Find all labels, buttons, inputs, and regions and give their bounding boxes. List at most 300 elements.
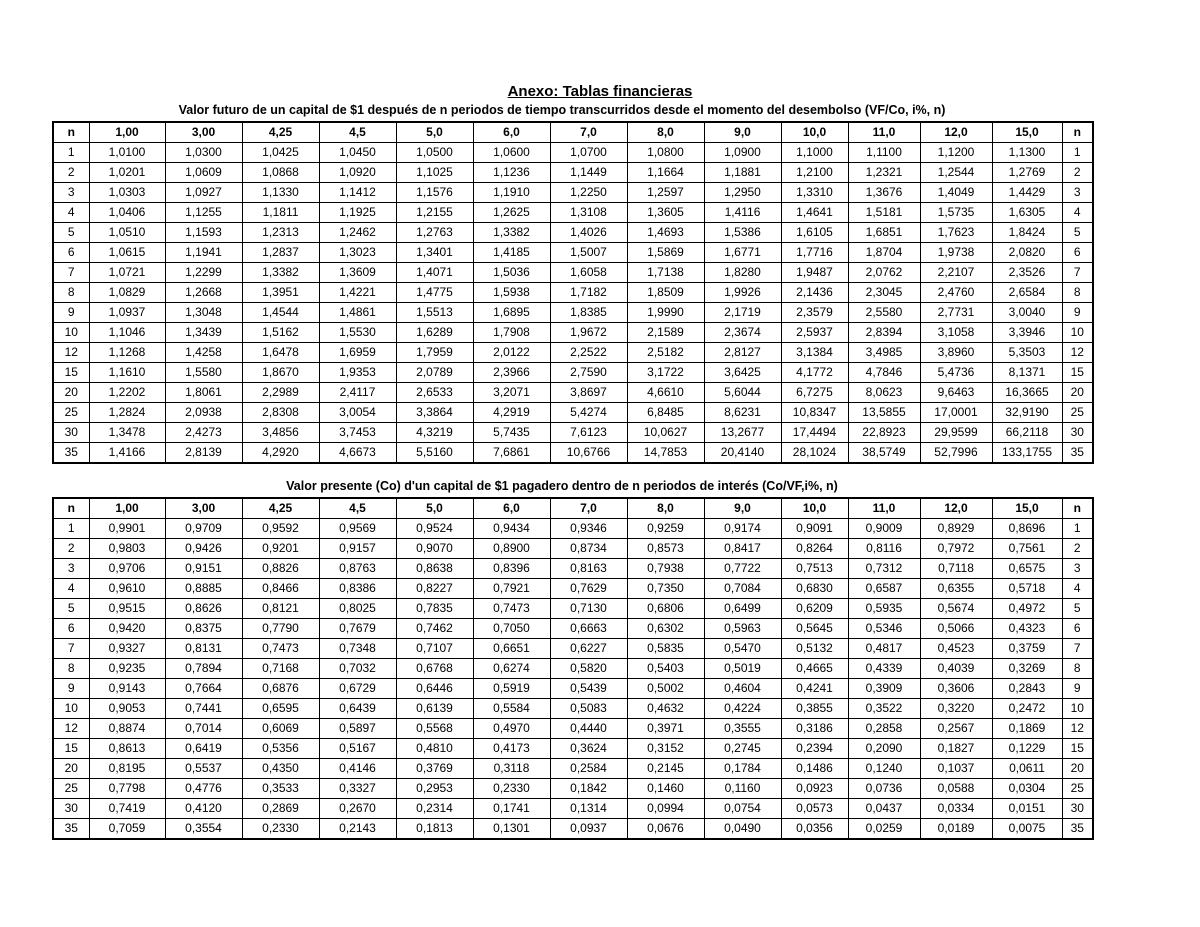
factor-cell: 1,1000 — [781, 143, 848, 163]
factor-cell: 1,4116 — [704, 203, 781, 223]
column-header: 11,0 — [848, 122, 920, 143]
factor-cell: 0,9174 — [704, 519, 781, 539]
factor-cell: 1,5530 — [319, 323, 396, 343]
factor-cell: 0,7462 — [396, 619, 473, 639]
column-header: 8,0 — [627, 122, 704, 143]
column-header: 4,5 — [319, 122, 396, 143]
factor-cell: 0,8227 — [396, 579, 473, 599]
factor-cell: 0,7835 — [396, 599, 473, 619]
factor-cell: 0,5167 — [319, 739, 396, 759]
factor-cell: 0,0588 — [920, 779, 992, 799]
factor-cell: 1,5007 — [550, 243, 627, 263]
period-cell: 10 — [1062, 699, 1093, 719]
factor-cell: 0,6302 — [627, 619, 704, 639]
factor-cell: 0,6209 — [781, 599, 848, 619]
period-cell: 5 — [1062, 599, 1093, 619]
factor-cell: 1,3609 — [319, 263, 396, 283]
factor-cell: 0,7473 — [473, 599, 550, 619]
factor-cell: 0,8375 — [165, 619, 242, 639]
factor-cell: 0,0676 — [627, 819, 704, 840]
factor-cell: 0,0611 — [992, 759, 1062, 779]
factor-cell: 0,4339 — [848, 659, 920, 679]
factor-cell: 38,5749 — [848, 443, 920, 464]
factor-cell: 1,2769 — [992, 163, 1062, 183]
factor-cell: 0,4810 — [396, 739, 473, 759]
factor-cell: 1,1300 — [992, 143, 1062, 163]
factor-cell: 1,1412 — [319, 183, 396, 203]
factor-cell: 1,4544 — [242, 303, 319, 323]
period-cell: 2 — [53, 163, 89, 183]
factor-cell: 1,7182 — [550, 283, 627, 303]
factor-cell: 0,5835 — [627, 639, 704, 659]
factor-cell: 1,2321 — [848, 163, 920, 183]
period-cell: 4 — [53, 579, 89, 599]
factor-cell: 0,6439 — [319, 699, 396, 719]
factor-cell: 0,7014 — [165, 719, 242, 739]
table-row — [53, 443, 1093, 464]
factor-cell: 0,2953 — [396, 779, 473, 799]
factor-cell: 2,2107 — [920, 263, 992, 283]
factor-cell: 2,1719 — [704, 303, 781, 323]
period-cell: 8 — [53, 659, 89, 679]
factor-cell: 0,8131 — [165, 639, 242, 659]
factor-cell: 3,8960 — [920, 343, 992, 363]
factor-cell: 0,8116 — [848, 539, 920, 559]
factor-cell: 1,1330 — [242, 183, 319, 203]
factor-cell: 1,5036 — [473, 263, 550, 283]
factor-cell: 0,1827 — [920, 739, 992, 759]
period-cell: 2 — [53, 539, 89, 559]
factor-cell: 0,9157 — [319, 539, 396, 559]
factor-cell: 0,7059 — [89, 819, 165, 840]
future-value-subtitle: Valor futuro de un capital de $1 después de n periodos de tiempo transcurridos desde el momento del desembolso (VF/Co, i%, n) — [178, 103, 946, 117]
factor-cell: 2,4117 — [319, 383, 396, 403]
factor-cell: 0,7419 — [89, 799, 165, 819]
factor-cell: 0,8900 — [473, 539, 550, 559]
period-cell: 15 — [53, 739, 89, 759]
present-value-table — [52, 497, 1094, 840]
factor-cell: 0,5356 — [242, 739, 319, 759]
factor-cell: 0,9070 — [396, 539, 473, 559]
period-cell: 30 — [1062, 423, 1093, 443]
table-row — [53, 679, 1093, 699]
table-row — [53, 423, 1093, 443]
factor-cell: 0,1869 — [992, 719, 1062, 739]
factor-cell: 66,2118 — [992, 423, 1062, 443]
factor-cell: 2,6584 — [992, 283, 1062, 303]
period-cell: 6 — [1062, 243, 1093, 263]
factor-cell: 0,8386 — [319, 579, 396, 599]
factor-cell: 0,2314 — [396, 799, 473, 819]
factor-cell: 0,0923 — [781, 779, 848, 799]
period-cell: 4 — [1062, 203, 1093, 223]
factor-cell: 3,6425 — [704, 363, 781, 383]
factor-cell: 3,7453 — [319, 423, 396, 443]
period-cell: 9 — [53, 303, 89, 323]
factor-cell: 1,1236 — [473, 163, 550, 183]
factor-cell: 0,3855 — [781, 699, 848, 719]
factor-cell: 3,2071 — [473, 383, 550, 403]
factor-cell: 0,7350 — [627, 579, 704, 599]
factor-cell: 1,0300 — [165, 143, 242, 163]
factor-cell: 0,6499 — [704, 599, 781, 619]
factor-cell: 0,4604 — [704, 679, 781, 699]
present-value-subtitle: Valor presente (Co) d'un capital de $1 pagadero dentro de n periodos de interés (Co/VF,i%, n) — [286, 479, 838, 493]
period-cell: 15 — [1062, 739, 1093, 759]
period-cell: 10 — [53, 699, 89, 719]
factor-cell: 0,4776 — [165, 779, 242, 799]
period-cell: 1 — [1062, 519, 1093, 539]
factor-cell: 2,2989 — [242, 383, 319, 403]
factor-cell: 0,7938 — [627, 559, 704, 579]
factor-cell: 4,1772 — [781, 363, 848, 383]
table-row — [53, 343, 1093, 363]
column-header: 10,0 — [781, 498, 848, 519]
factor-cell: 2,6533 — [396, 383, 473, 403]
period-cell: 12 — [53, 719, 89, 739]
factor-cell: 1,2544 — [920, 163, 992, 183]
factor-cell: 1,8670 — [242, 363, 319, 383]
factor-cell: 1,7623 — [920, 223, 992, 243]
factor-cell: 0,3522 — [848, 699, 920, 719]
factor-cell: 1,0700 — [550, 143, 627, 163]
factor-cell: 0,7629 — [550, 579, 627, 599]
table-row — [53, 599, 1093, 619]
factor-cell: 5,6044 — [704, 383, 781, 403]
factor-cell: 0,7561 — [992, 539, 1062, 559]
factor-cell: 1,0500 — [396, 143, 473, 163]
factor-cell: 22,8923 — [848, 423, 920, 443]
column-header: 4,25 — [242, 498, 319, 519]
factor-cell: 0,1486 — [781, 759, 848, 779]
factor-cell: 0,5718 — [992, 579, 1062, 599]
column-header: 1,00 — [89, 122, 165, 143]
period-cell: 9 — [1062, 679, 1093, 699]
factor-cell: 0,6355 — [920, 579, 992, 599]
factor-cell: 0,4665 — [781, 659, 848, 679]
period-cell: 2 — [1062, 163, 1093, 183]
period-cell: 35 — [53, 443, 89, 464]
factor-cell: 1,6058 — [550, 263, 627, 283]
factor-cell: 1,4026 — [550, 223, 627, 243]
factor-cell: 1,1925 — [319, 203, 396, 223]
factor-cell: 0,6227 — [550, 639, 627, 659]
factor-cell: 1,5735 — [920, 203, 992, 223]
factor-cell: 0,8417 — [704, 539, 781, 559]
period-cell: 1 — [1062, 143, 1093, 163]
period-cell: 2 — [1062, 539, 1093, 559]
factor-cell: 0,0754 — [704, 799, 781, 819]
factor-cell: 2,0122 — [473, 343, 550, 363]
factor-cell: 2,5182 — [627, 343, 704, 363]
column-header: 5,0 — [396, 122, 473, 143]
period-cell: 25 — [1062, 779, 1093, 799]
factor-cell: 0,5066 — [920, 619, 992, 639]
factor-cell: 0,6806 — [627, 599, 704, 619]
factor-cell: 3,1384 — [781, 343, 848, 363]
factor-cell: 2,3526 — [992, 263, 1062, 283]
factor-cell: 0,6663 — [550, 619, 627, 639]
factor-cell: 0,2843 — [992, 679, 1062, 699]
factor-cell: 0,7032 — [319, 659, 396, 679]
period-cell: 20 — [1062, 383, 1093, 403]
factor-cell: 0,9901 — [89, 519, 165, 539]
factor-cell: 0,8626 — [165, 599, 242, 619]
table-row — [53, 403, 1093, 423]
table-row — [53, 719, 1093, 739]
factor-cell: 0,9709 — [165, 519, 242, 539]
factor-cell: 0,9235 — [89, 659, 165, 679]
factor-cell: 1,2625 — [473, 203, 550, 223]
factor-cell: 0,5645 — [781, 619, 848, 639]
factor-cell: 1,4221 — [319, 283, 396, 303]
factor-cell: 0,0189 — [920, 819, 992, 840]
period-cell: 35 — [53, 819, 89, 840]
factor-cell: 0,3909 — [848, 679, 920, 699]
period-cell: 6 — [1062, 619, 1093, 639]
factor-cell: 0,5083 — [550, 699, 627, 719]
factor-cell: 0,0259 — [848, 819, 920, 840]
period-cell: 1 — [53, 519, 89, 539]
period-cell: 5 — [53, 599, 89, 619]
period-cell: 25 — [53, 779, 89, 799]
period-cell: 20 — [1062, 759, 1093, 779]
factor-cell: 1,7138 — [627, 263, 704, 283]
factor-cell: 1,9487 — [781, 263, 848, 283]
factor-cell: 0,7130 — [550, 599, 627, 619]
factor-cell: 2,8127 — [704, 343, 781, 363]
period-cell: 3 — [1062, 183, 1093, 203]
factor-cell: 0,8573 — [627, 539, 704, 559]
factor-cell: 1,0450 — [319, 143, 396, 163]
factor-cell: 0,7513 — [781, 559, 848, 579]
factor-cell: 2,0789 — [396, 363, 473, 383]
factor-cell: 1,7716 — [781, 243, 848, 263]
table-row — [53, 579, 1093, 599]
factor-cell: 0,6274 — [473, 659, 550, 679]
factor-cell: 1,5938 — [473, 283, 550, 303]
table-row — [53, 699, 1093, 719]
factor-cell: 0,7894 — [165, 659, 242, 679]
factor-cell: 6,7275 — [781, 383, 848, 403]
factor-cell: 0,2670 — [319, 799, 396, 819]
factor-cell: 1,2763 — [396, 223, 473, 243]
factor-cell: 10,0627 — [627, 423, 704, 443]
factor-cell: 4,6673 — [319, 443, 396, 464]
factor-cell: 0,9610 — [89, 579, 165, 599]
factor-cell: 1,8424 — [992, 223, 1062, 243]
factor-cell: 1,0303 — [89, 183, 165, 203]
factor-cell: 0,6651 — [473, 639, 550, 659]
factor-cell: 1,8280 — [704, 263, 781, 283]
factor-cell: 0,9009 — [848, 519, 920, 539]
period-cell: 30 — [53, 799, 89, 819]
factor-cell: 1,0721 — [89, 263, 165, 283]
page-title: Anexo: Tablas financieras — [507, 83, 693, 100]
factor-cell: 1,4258 — [165, 343, 242, 363]
factor-cell: 17,4494 — [781, 423, 848, 443]
factor-cell: 0,6575 — [992, 559, 1062, 579]
factor-cell: 3,0054 — [319, 403, 396, 423]
factor-cell: 1,7908 — [473, 323, 550, 343]
factor-cell: 0,8826 — [242, 559, 319, 579]
factor-cell: 1,6478 — [242, 343, 319, 363]
table-row — [53, 283, 1093, 303]
table-row — [53, 799, 1093, 819]
period-cell: 12 — [1062, 343, 1093, 363]
factor-cell: 1,5869 — [627, 243, 704, 263]
factor-cell: 0,1460 — [627, 779, 704, 799]
factor-cell: 1,5580 — [165, 363, 242, 383]
factor-cell: 5,3503 — [992, 343, 1062, 363]
factor-cell: 0,4241 — [781, 679, 848, 699]
factor-cell: 0,6729 — [319, 679, 396, 699]
factor-cell: 0,8121 — [242, 599, 319, 619]
factor-cell: 0,9434 — [473, 519, 550, 539]
factor-cell: 1,0609 — [165, 163, 242, 183]
factor-cell: 0,0994 — [627, 799, 704, 819]
table-row — [53, 323, 1093, 343]
factor-cell: 14,7853 — [627, 443, 704, 464]
factor-cell: 0,0573 — [781, 799, 848, 819]
factor-cell: 0,1314 — [550, 799, 627, 819]
period-cell: 3 — [53, 183, 89, 203]
factor-cell: 1,8061 — [165, 383, 242, 403]
factor-cell: 0,7679 — [319, 619, 396, 639]
factor-cell: 3,4856 — [242, 423, 319, 443]
factor-cell: 1,3605 — [627, 203, 704, 223]
factor-cell: 1,2250 — [550, 183, 627, 203]
factor-cell: 0,9524 — [396, 519, 473, 539]
factor-cell: 0,7921 — [473, 579, 550, 599]
factor-cell: 0,3769 — [396, 759, 473, 779]
factor-cell: 0,7972 — [920, 539, 992, 559]
factor-cell: 5,5160 — [396, 443, 473, 464]
factor-cell: 0,8264 — [781, 539, 848, 559]
factor-cell: 10,8347 — [781, 403, 848, 423]
factor-cell: 1,6959 — [319, 343, 396, 363]
factor-cell: 32,9190 — [992, 403, 1062, 423]
column-header: 11,0 — [848, 498, 920, 519]
factor-cell: 2,1436 — [781, 283, 848, 303]
factor-cell: 0,1741 — [473, 799, 550, 819]
factor-cell: 0,0437 — [848, 799, 920, 819]
table-row — [53, 619, 1093, 639]
factor-cell: 0,6069 — [242, 719, 319, 739]
factor-cell: 0,7118 — [920, 559, 992, 579]
factor-cell: 1,1255 — [165, 203, 242, 223]
factor-cell: 0,5568 — [396, 719, 473, 739]
factor-cell: 1,1910 — [473, 183, 550, 203]
table-row — [53, 539, 1093, 559]
period-cell: 30 — [1062, 799, 1093, 819]
factor-cell: 4,3219 — [396, 423, 473, 443]
table-header-row — [53, 498, 1093, 519]
factor-cell: 1,0800 — [627, 143, 704, 163]
factor-cell: 0,3152 — [627, 739, 704, 759]
factor-cell: 2,4760 — [920, 283, 992, 303]
factor-cell: 1,1610 — [89, 363, 165, 383]
factor-cell: 0,8734 — [550, 539, 627, 559]
factor-cell: 9,6463 — [920, 383, 992, 403]
factor-cell: 13,5855 — [848, 403, 920, 423]
factor-cell: 2,7590 — [550, 363, 627, 383]
factor-cell: 1,4049 — [920, 183, 992, 203]
factor-cell: 0,8929 — [920, 519, 992, 539]
factor-cell: 1,3023 — [319, 243, 396, 263]
factor-cell: 0,8638 — [396, 559, 473, 579]
table-row — [53, 363, 1093, 383]
future-value-table — [52, 121, 1094, 464]
factor-cell: 3,0040 — [992, 303, 1062, 323]
factor-cell: 2,8394 — [848, 323, 920, 343]
factor-cell: 1,0868 — [242, 163, 319, 183]
factor-cell: 0,2567 — [920, 719, 992, 739]
factor-cell: 1,3382 — [242, 263, 319, 283]
factor-cell: 1,1881 — [704, 163, 781, 183]
factor-cell: 5,4274 — [550, 403, 627, 423]
table-row — [53, 263, 1093, 283]
factor-cell: 1,0829 — [89, 283, 165, 303]
factor-cell: 0,3327 — [319, 779, 396, 799]
factor-cell: 0,8396 — [473, 559, 550, 579]
factor-cell: 1,0201 — [89, 163, 165, 183]
factor-cell: 0,4523 — [920, 639, 992, 659]
factor-cell: 1,1593 — [165, 223, 242, 243]
factor-cell: 0,9706 — [89, 559, 165, 579]
factor-cell: 1,0927 — [165, 183, 242, 203]
factor-cell: 0,6139 — [396, 699, 473, 719]
column-header: 3,00 — [165, 498, 242, 519]
factor-cell: 1,3310 — [781, 183, 848, 203]
factor-cell: 0,7790 — [242, 619, 319, 639]
factor-cell: 3,4985 — [848, 343, 920, 363]
period-cell: 1 — [53, 143, 89, 163]
factor-cell: 0,5439 — [550, 679, 627, 699]
factor-cell: 2,0762 — [848, 263, 920, 283]
factor-cell: 0,4323 — [992, 619, 1062, 639]
factor-cell: 1,6851 — [848, 223, 920, 243]
column-header: 7,0 — [550, 498, 627, 519]
column-header: 4,25 — [242, 122, 319, 143]
factor-cell: 0,3606 — [920, 679, 992, 699]
period-cell: 8 — [53, 283, 89, 303]
factor-cell: 1,1025 — [396, 163, 473, 183]
factor-cell: 0,9259 — [627, 519, 704, 539]
factor-cell: 8,6231 — [704, 403, 781, 423]
factor-cell: 0,5132 — [781, 639, 848, 659]
table-row — [53, 819, 1093, 840]
factor-cell: 2,7731 — [920, 303, 992, 323]
factor-cell: 1,2313 — [242, 223, 319, 243]
factor-cell: 0,6419 — [165, 739, 242, 759]
period-cell: 30 — [53, 423, 89, 443]
factor-cell: 8,0623 — [848, 383, 920, 403]
factor-cell: 0,0075 — [992, 819, 1062, 840]
factor-cell: 0,7441 — [165, 699, 242, 719]
factor-cell: 0,7107 — [396, 639, 473, 659]
period-cell: 25 — [1062, 403, 1093, 423]
factor-cell: 1,4693 — [627, 223, 704, 243]
factor-cell: 2,1589 — [627, 323, 704, 343]
factor-cell: 1,2299 — [165, 263, 242, 283]
period-cell: 10 — [53, 323, 89, 343]
factor-cell: 10,6766 — [550, 443, 627, 464]
factor-cell: 1,4641 — [781, 203, 848, 223]
factor-cell: 0,5897 — [319, 719, 396, 739]
factor-cell: 4,7846 — [848, 363, 920, 383]
factor-cell: 0,0334 — [920, 799, 992, 819]
